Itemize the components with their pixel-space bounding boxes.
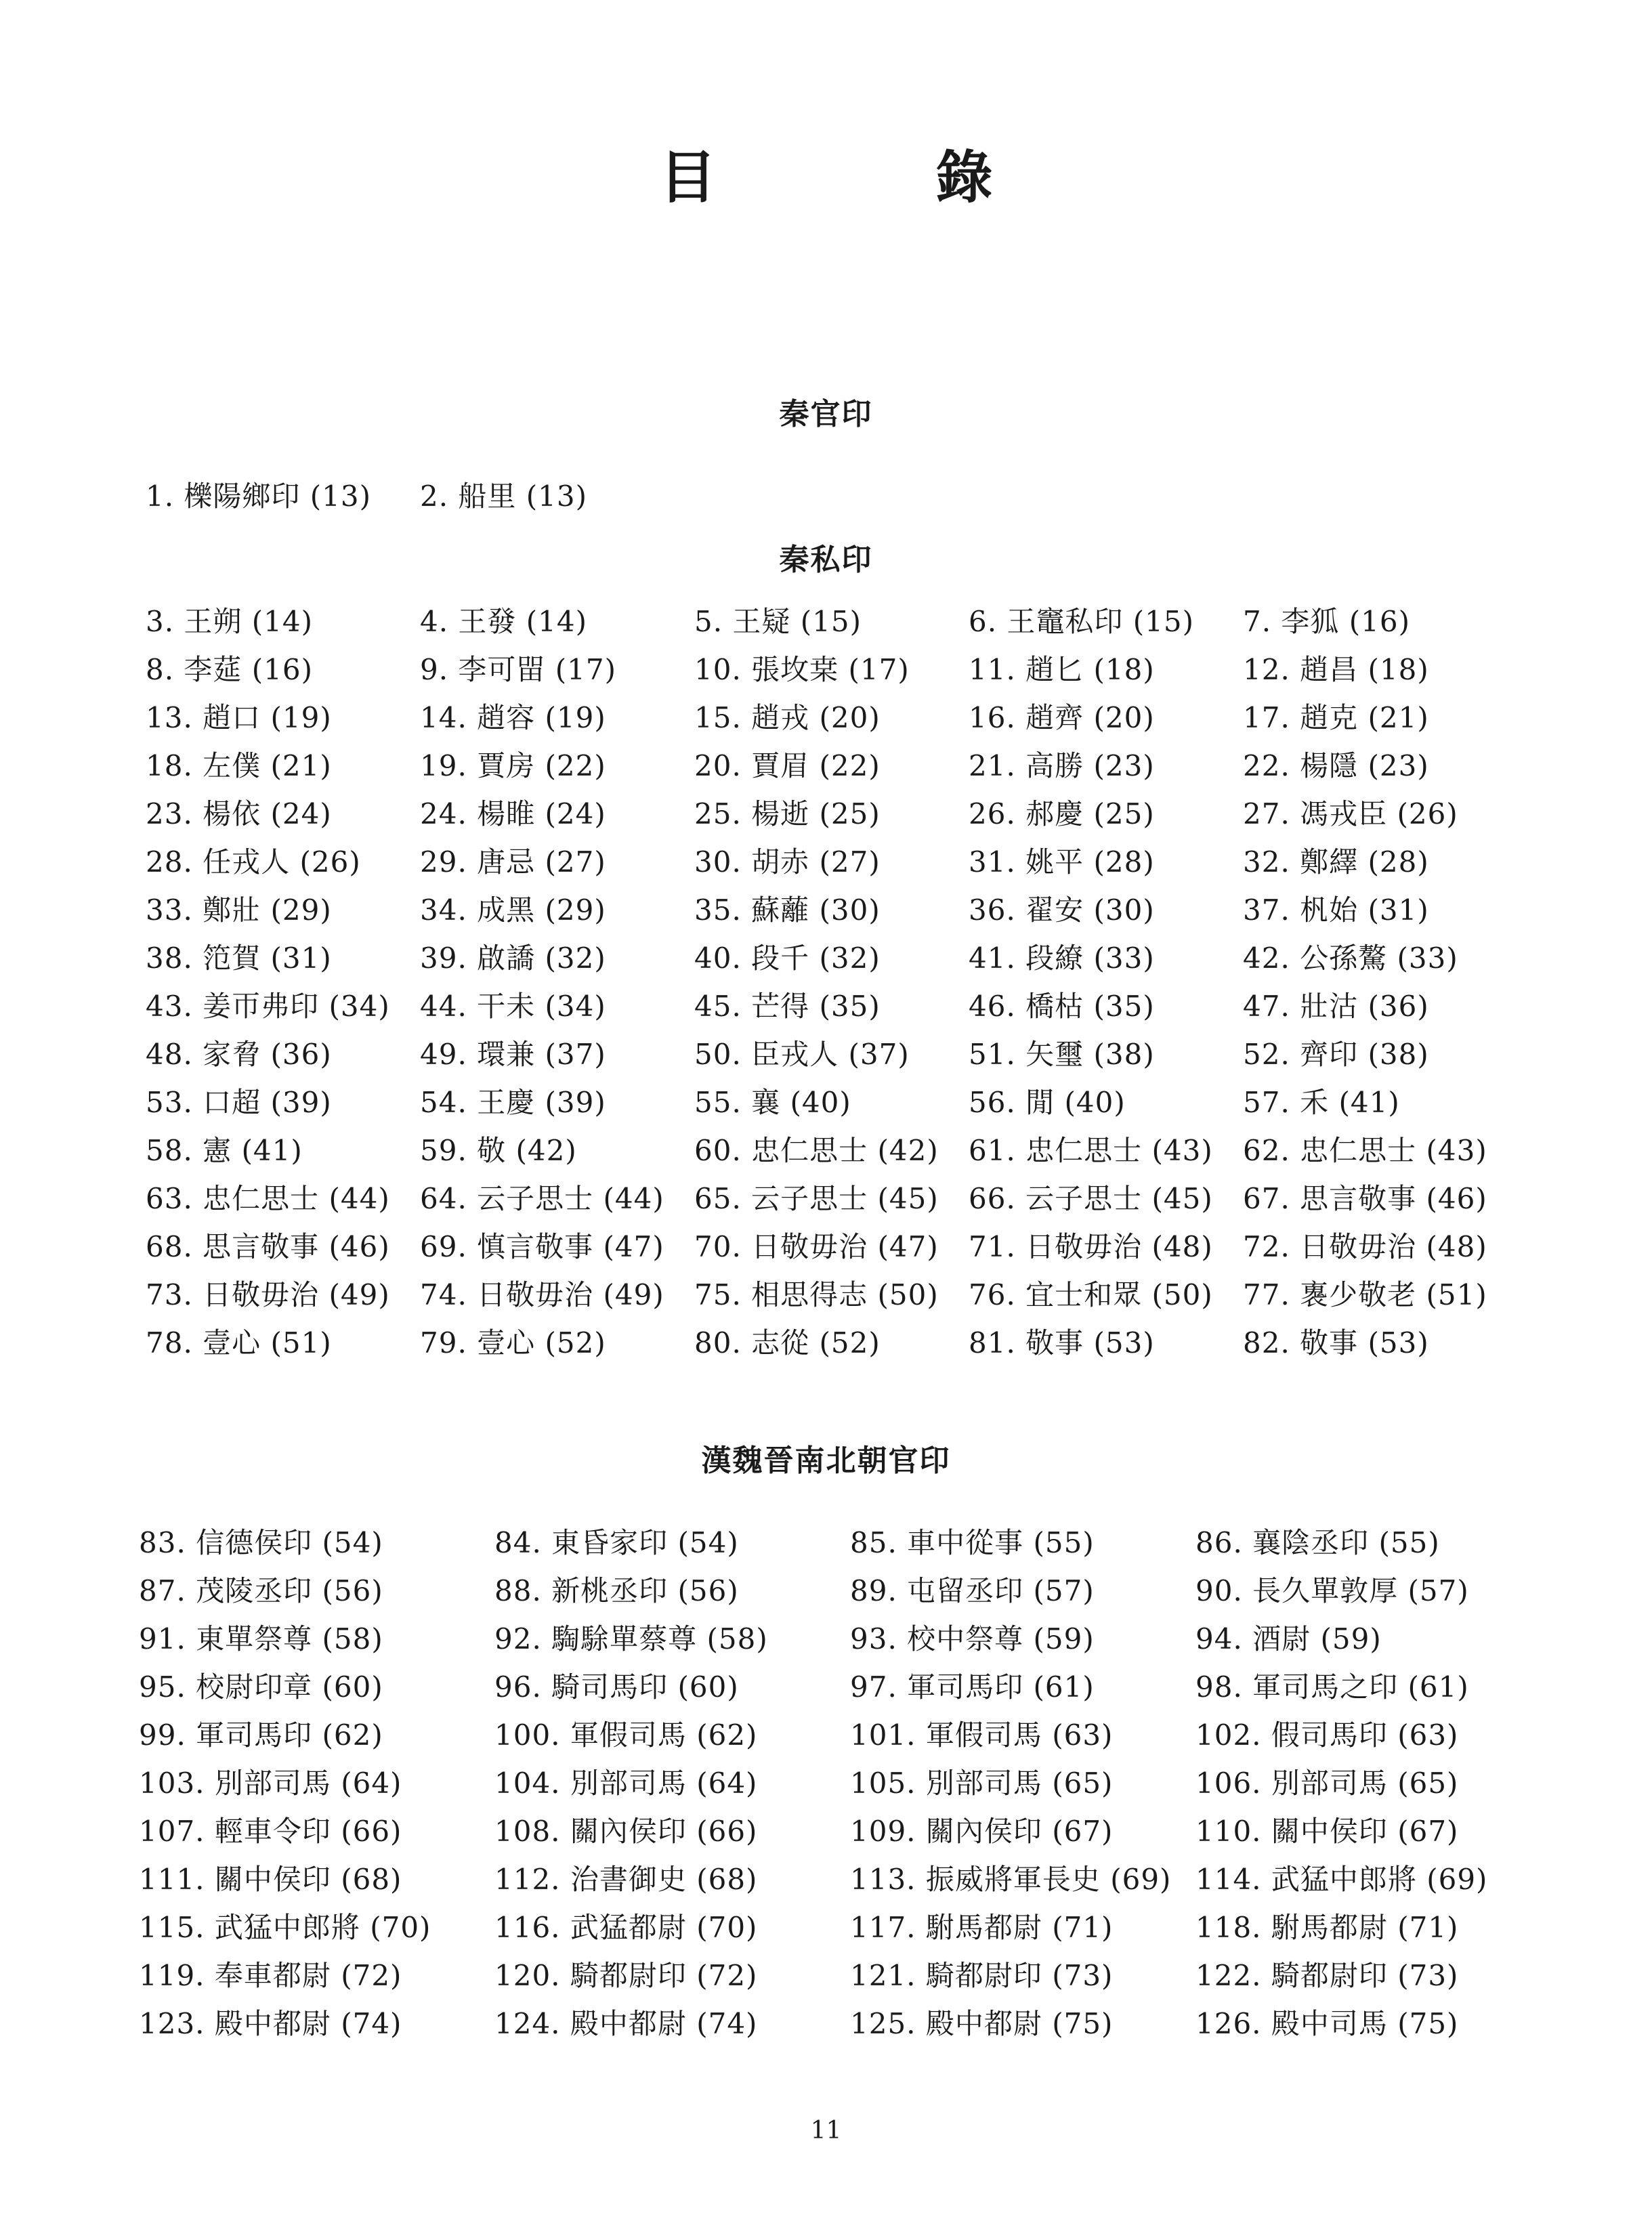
- toc-entry: 15. 趙戎 (20): [694, 701, 881, 734]
- toc-entry: 76. 宜士和眾 (50): [969, 1278, 1213, 1311]
- toc-entry: 11. 趙匕 (18): [969, 653, 1155, 686]
- toc-entry: 88. 新桃丞印 (56): [494, 1574, 739, 1607]
- toc-entry: 56. 閒 (40): [969, 1086, 1126, 1119]
- toc-entry: 14. 趙容 (19): [420, 701, 606, 734]
- toc-entry: 114. 武猛中郎將 (69): [1195, 1863, 1488, 1896]
- toc-entry: 22. 楊隱 (23): [1243, 749, 1429, 782]
- toc-entry: 118. 駙馬都尉 (71): [1195, 1911, 1459, 1944]
- toc-entry: 41. 段繚 (33): [969, 942, 1155, 975]
- page-number: 11: [810, 2117, 842, 2145]
- toc-entry: 89. 屯留丞印 (57): [850, 1574, 1095, 1607]
- toc-entry: 43. 姜帀弗印 (34): [146, 990, 390, 1023]
- toc-entry: 51. 矢璽 (38): [969, 1038, 1155, 1071]
- toc-entry: 34. 成黑 (29): [420, 893, 606, 927]
- toc-entry: 115. 武猛中郎將 (70): [139, 1911, 431, 1944]
- toc-entry: 36. 翟安 (30): [969, 893, 1155, 927]
- toc-entry: 70. 日敬毋治 (47): [694, 1230, 939, 1263]
- toc-entry: 10. 張坆枽 (17): [694, 653, 910, 686]
- toc-entry: 69. 慎言敬事 (47): [420, 1230, 664, 1263]
- toc-entry: 64. 云子思士 (44): [420, 1182, 664, 1215]
- toc-entry: 84. 東昏家印 (54): [494, 1526, 739, 1559]
- toc-entry: 113. 振威將軍長史 (69): [850, 1863, 1172, 1896]
- toc-entry: 95. 校尉印章 (60): [139, 1670, 383, 1704]
- toc-entry: 1. 櫟陽鄉印 (13): [146, 480, 371, 513]
- toc-entry: 44. 干未 (34): [420, 990, 606, 1023]
- toc-entry: 120. 騎都尉印 (72): [494, 1959, 758, 1992]
- toc-entry: 71. 日敬毋治 (48): [969, 1230, 1213, 1263]
- toc-entry: 42. 公孫驁 (33): [1243, 942, 1458, 975]
- toc-entry: 33. 鄭壯 (29): [146, 893, 332, 927]
- toc-entry: 98. 軍司馬之印 (61): [1195, 1670, 1469, 1704]
- toc-entry: 13. 趙口 (19): [146, 701, 332, 734]
- toc-entry: 6. 王竈私印 (15): [969, 605, 1194, 638]
- toc-entry: 27. 馮戎臣 (26): [1243, 797, 1458, 830]
- toc-entry: 107. 輕車令印 (66): [139, 1815, 402, 1848]
- toc-entry: 38. 笵賀 (31): [146, 942, 332, 975]
- toc-entry: 65. 云子思士 (45): [694, 1182, 939, 1215]
- toc-entry: 45. 芒得 (35): [694, 990, 881, 1023]
- toc-entry: 16. 趙齊 (20): [969, 701, 1155, 734]
- toc-entry: 32. 鄭繹 (28): [1243, 845, 1429, 879]
- toc-entry: 105. 別部司馬 (65): [850, 1767, 1114, 1800]
- toc-entry: 2. 船里 (13): [420, 480, 587, 513]
- toc-entry: 48. 家脅 (36): [146, 1038, 332, 1071]
- toc-entry: 99. 軍司馬印 (62): [139, 1718, 383, 1752]
- toc-entry: 77. 褢少敬老 (51): [1243, 1278, 1487, 1311]
- toc-entry: 3. 王朔 (14): [146, 605, 313, 638]
- toc-entry: 28. 任戎人 (26): [146, 845, 361, 879]
- toc-entry: 101. 軍假司馬 (63): [850, 1718, 1114, 1752]
- toc-entry: 7. 李狐 (16): [1243, 605, 1410, 638]
- toc-entry: 78. 壹心 (51): [146, 1326, 332, 1359]
- toc-entry: 86. 襄陰丞印 (55): [1195, 1526, 1440, 1559]
- toc-entry: 79. 壹心 (52): [420, 1326, 606, 1359]
- toc-entry: 73. 日敬毋治 (49): [146, 1278, 390, 1311]
- toc-entry: 29. 唐忌 (27): [420, 845, 606, 879]
- toc-entry: 18. 左僕 (21): [146, 749, 332, 782]
- toc-entry: 46. 橋枯 (35): [969, 990, 1155, 1023]
- toc-entry: 104. 別部司馬 (64): [494, 1767, 758, 1800]
- toc-entry: 25. 楊逝 (25): [694, 797, 881, 830]
- toc-entry: 92. 騊駼單蔡尊 (58): [494, 1622, 768, 1655]
- toc-entry: 117. 駙馬都尉 (71): [850, 1911, 1114, 1944]
- toc-entry: 80. 志從 (52): [694, 1326, 881, 1359]
- toc-entry: 59. 敬 (42): [420, 1134, 577, 1167]
- toc-entry: 54. 王慶 (39): [420, 1086, 606, 1119]
- toc-entry: 39. 啟譑 (32): [420, 942, 606, 975]
- toc-entry: 87. 茂陵丞印 (56): [139, 1574, 383, 1607]
- toc-entry: 58. 憲 (41): [146, 1134, 303, 1167]
- section-heading-qin-private: 秦私印: [779, 543, 873, 577]
- toc-entry: 91. 東單祭尊 (58): [139, 1622, 383, 1655]
- toc-entry: 4. 王發 (14): [420, 605, 587, 638]
- toc-entry: 108. 關內侯印 (66): [494, 1815, 758, 1848]
- section-heading-han-wei-official: 漢魏晉南北朝官印: [701, 1443, 951, 1478]
- toc-entry: 93. 校中祭尊 (59): [850, 1622, 1095, 1655]
- toc-entry: 83. 信德侯印 (54): [139, 1526, 383, 1559]
- toc-entry: 74. 日敬毋治 (49): [420, 1278, 664, 1311]
- toc-entry: 94. 酒尉 (59): [1195, 1622, 1382, 1655]
- toc-entry: 8. 李莚 (16): [146, 653, 313, 686]
- toc-entry: 31. 姚平 (28): [969, 845, 1155, 879]
- toc-entry: 121. 騎都尉印 (73): [850, 1959, 1114, 1992]
- toc-entry: 90. 長久單敦厚 (57): [1195, 1574, 1469, 1607]
- toc-entry: 40. 段千 (32): [694, 942, 881, 975]
- toc-entry: 24. 楊睢 (24): [420, 797, 606, 830]
- toc-entry: 55. 襄 (40): [694, 1086, 851, 1119]
- toc-entry: 106. 別部司馬 (65): [1195, 1767, 1459, 1800]
- toc-entry: 112. 治書御史 (68): [494, 1863, 758, 1896]
- toc-entry: 110. 關中侯印 (67): [1195, 1815, 1459, 1848]
- toc-entry: 100. 軍假司馬 (62): [494, 1718, 758, 1752]
- section-heading-qin-official: 秦官印: [779, 397, 873, 431]
- toc-entry: 20. 賈眉 (22): [694, 749, 881, 782]
- toc-entry: 96. 騎司馬印 (60): [494, 1670, 739, 1704]
- toc-entry: 119. 奉車都尉 (72): [139, 1959, 402, 1992]
- toc-entry: 109. 關內侯印 (67): [850, 1815, 1114, 1848]
- toc-entry: 49. 環兼 (37): [420, 1038, 606, 1071]
- toc-entry: 53. 口超 (39): [146, 1086, 332, 1119]
- toc-entry: 47. 壯沽 (36): [1243, 990, 1429, 1023]
- toc-entry: 35. 蘇蘺 (30): [694, 893, 881, 927]
- toc-entry: 5. 王疑 (15): [694, 605, 862, 638]
- toc-entry: 126. 殿中司馬 (75): [1195, 2007, 1459, 2040]
- toc-entry: 37. 杋始 (31): [1243, 893, 1429, 927]
- toc-entry: 125. 殿中都尉 (75): [850, 2007, 1114, 2040]
- toc-entry: 19. 賈房 (22): [420, 749, 606, 782]
- toc-entry: 102. 假司馬印 (63): [1195, 1718, 1459, 1752]
- page-title: 目 錄: [659, 144, 1074, 211]
- toc-entry: 21. 高勝 (23): [969, 749, 1155, 782]
- toc-entry: 66. 云子思士 (45): [969, 1182, 1213, 1215]
- toc-entry: 124. 殿中都尉 (74): [494, 2007, 758, 2040]
- toc-entry: 103. 別部司馬 (64): [139, 1767, 402, 1800]
- toc-entry: 122. 騎都尉印 (73): [1195, 1959, 1459, 1992]
- toc-entry: 50. 臣戎人 (37): [694, 1038, 910, 1071]
- toc-entry: 85. 車中從事 (55): [850, 1526, 1095, 1559]
- toc-entry: 81. 敬事 (53): [969, 1326, 1155, 1359]
- toc-entry: 23. 楊依 (24): [146, 797, 332, 830]
- toc-entry: 116. 武猛都尉 (70): [494, 1911, 758, 1944]
- toc-entry: 17. 趙克 (21): [1243, 701, 1429, 734]
- toc-entry: 63. 忠仁思士 (44): [146, 1182, 390, 1215]
- toc-entry: 75. 相思得志 (50): [694, 1278, 939, 1311]
- toc-entry: 57. 禾 (41): [1243, 1086, 1400, 1119]
- toc-entry: 123. 殿中都尉 (74): [139, 2007, 402, 2040]
- toc-entry: 30. 胡赤 (27): [694, 845, 881, 879]
- toc-entry: 62. 忠仁思士 (43): [1243, 1134, 1487, 1167]
- toc-entry: 12. 趙昌 (18): [1243, 653, 1429, 686]
- toc-entry: 26. 郝慶 (25): [969, 797, 1155, 830]
- toc-entry: 52. 齊印 (38): [1243, 1038, 1429, 1071]
- toc-entry: 61. 忠仁思士 (43): [969, 1134, 1213, 1167]
- toc-entry: 82. 敬事 (53): [1243, 1326, 1429, 1359]
- toc-entry: 68. 思言敬事 (46): [146, 1230, 390, 1263]
- toc-entry: 67. 思言敬事 (46): [1243, 1182, 1487, 1215]
- toc-entry: 97. 軍司馬印 (61): [850, 1670, 1095, 1704]
- toc-entry: 9. 李可㽞 (17): [420, 653, 616, 686]
- toc-entry: 72. 日敬毋治 (48): [1243, 1230, 1487, 1263]
- toc-entry: 60. 忠仁思士 (42): [694, 1134, 939, 1167]
- toc-entry: 111. 關中侯印 (68): [139, 1863, 402, 1896]
